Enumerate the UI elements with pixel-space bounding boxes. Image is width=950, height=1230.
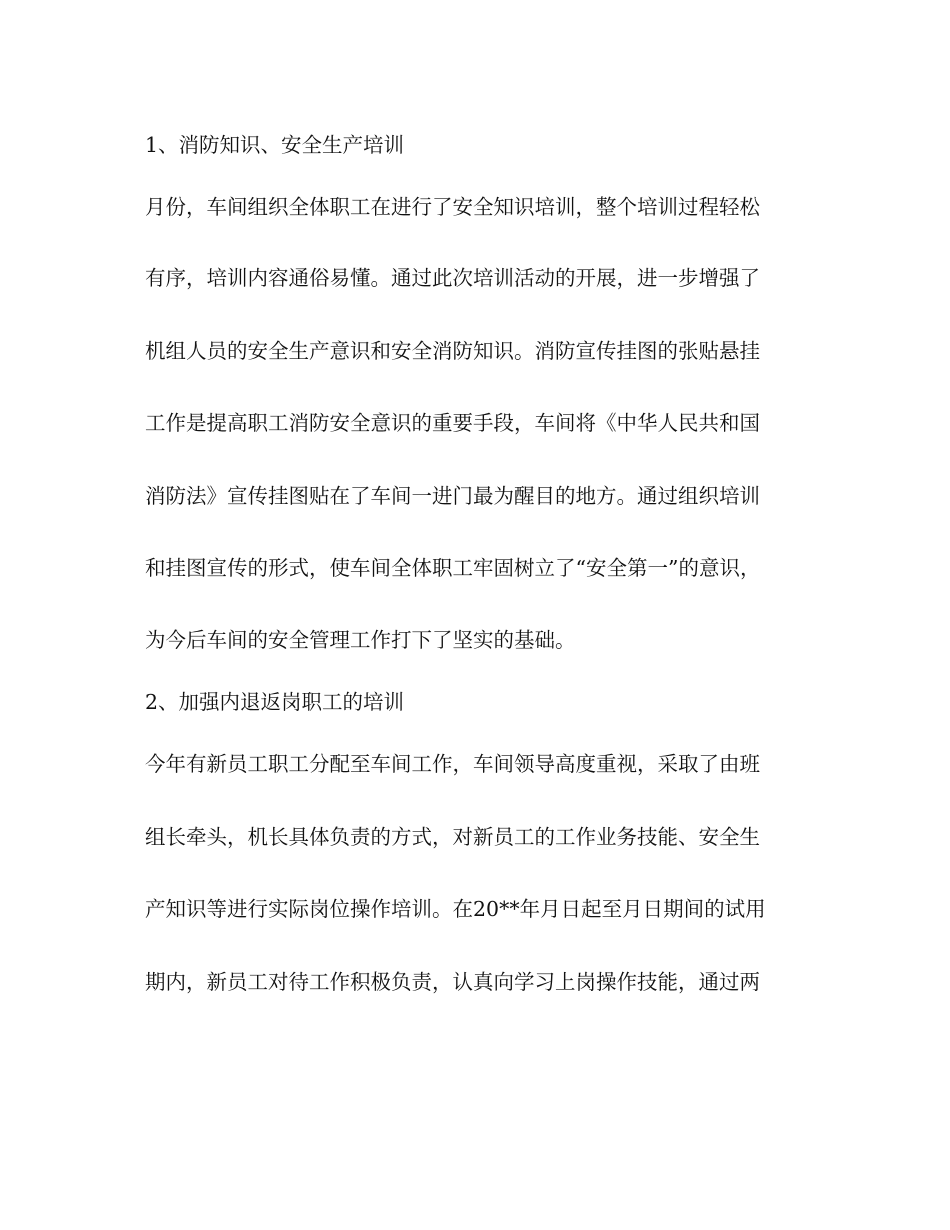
paragraph-line: 产知识等进行实际岗位操作培训。在20**年月日起至月日期间的试用 [145, 897, 766, 921]
paragraph-line: 机组人员的安全生产意识和安全消防知识。消防宣传挂图的张贴悬挂 [145, 339, 760, 363]
paragraph-line: 期内，新员工对待工作积极负责，认真向学习上岗操作技能，通过两 [145, 970, 760, 994]
paragraph-line: 消防法》宣传挂图贴在了车间一进门最为醒目的地方。通过组织培训 [145, 484, 760, 508]
paragraph-line: 月份，车间组织全体职工在进行了安全知识培训，整个培训过程轻松 [145, 195, 760, 219]
paragraph-line: 组长牵头，机长具体负责的方式，对新员工的工作业务技能、安全生 [145, 825, 760, 849]
paragraph-line: 为今后车间的安全管理工作打下了坚实的基础。 [145, 628, 576, 652]
paragraph-line: 今年有新员工职工分配至车间工作，车间领导高度重视，采取了由班 [145, 752, 760, 776]
paragraph-line: 工作是提高职工消防安全意识的重要手段，车间将《中华人民共和国 [145, 411, 760, 435]
section-2-heading: 2、加强内退返岗职工的培训 [145, 690, 405, 714]
section-1-heading: 1、消防知识、安全生产培训 [145, 133, 405, 157]
paragraph-line: 和挂图宣传的形式，使车间全体职工牢固树立了“安全第一”的意识， [145, 556, 761, 580]
paragraph-line: 有序，培训内容通俗易懂。通过此次培训活动的开展，进一步增强了 [145, 266, 760, 290]
